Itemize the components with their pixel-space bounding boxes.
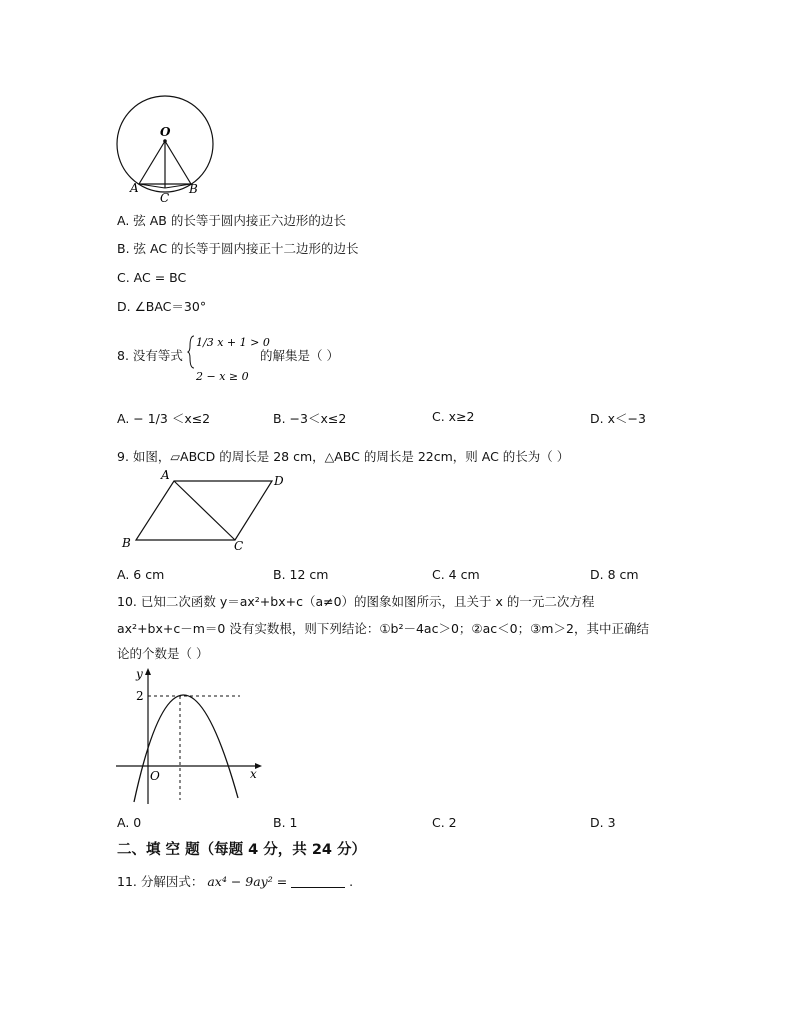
q10-option-a: A. 0 <box>117 815 142 830</box>
radius-oa <box>139 141 165 184</box>
q7-option-d: D. ∠BAC＝30° <box>117 299 207 314</box>
q10-option-c: C. 2 <box>432 815 457 830</box>
label-o: O <box>160 125 171 139</box>
q8-option-d: D. x＜−3 <box>590 411 646 426</box>
diagonal-ac <box>174 481 235 540</box>
label-b: B <box>122 536 131 550</box>
q10-option-b: B. 1 <box>273 815 298 830</box>
q7-circle-figure <box>108 88 220 206</box>
q8-option-c: C. x≥2 <box>432 409 475 424</box>
q9-option-d: D. 8 cm <box>590 567 639 582</box>
system-line-1: 1/3 x + 1 > 0 <box>196 336 270 349</box>
q10-option-d: D. 3 <box>590 815 616 830</box>
q11-suffix: . <box>349 874 354 889</box>
q8-option-a: A. − 1/3 ＜x≤2 <box>117 411 211 426</box>
label-a: A <box>130 181 139 195</box>
label-y: y <box>136 667 143 681</box>
q9-option-a: A. 6 cm <box>117 567 165 582</box>
q11-prefix: 11. 分解因式： <box>117 874 204 889</box>
label-c: C <box>160 191 170 205</box>
system-brace <box>188 336 194 368</box>
label-o: O <box>150 769 160 783</box>
section-heading: 二、填 空 题（每题 4 分，共 24 分） <box>117 842 367 858</box>
q9-option-b: B. 12 cm <box>273 567 329 582</box>
label-d: D <box>274 474 284 488</box>
label-b: B <box>189 182 198 196</box>
label-2: 2 <box>136 689 144 703</box>
q9-parallelogram-figure <box>118 468 293 552</box>
q8-option-b: B. −3＜x≤2 <box>273 411 347 426</box>
q7-option-b: B. 弦 AC 的长等于圆内接正十二边形的边长 <box>117 241 359 256</box>
q10-line-2: ax²+bx+c－m＝0 没有实数根，则下列结论：①b²－4ac＞0；②ac＜0；③m＞2，其中正确结 <box>117 621 649 636</box>
q9-option-c: C. 4 cm <box>432 567 480 582</box>
q7-option-a: A. 弦 AB 的长等于圆内接正六边形的边长 <box>117 213 346 228</box>
q8-suffix: 的解集是（ ） <box>260 348 339 363</box>
q8-inequality-system <box>188 322 270 386</box>
q10-line-1: 10. 已知二次函数 y＝ax²+bx+c（a≠0）的图象如图所示，且关于 x 的一元二次方程 <box>117 594 595 609</box>
parabola-curve <box>134 695 238 802</box>
q10-line-3: 论的个数是（ ） <box>117 646 209 661</box>
q11-expression: ax⁴ − 9ay² = <box>207 874 288 889</box>
center-dot <box>163 139 167 143</box>
system-line-2: 2 − x ≥ 0 <box>196 370 249 383</box>
radius-ob <box>165 141 191 184</box>
label-a: A <box>161 468 170 482</box>
q11-line <box>117 872 353 890</box>
q11-answer-blank[interactable] <box>291 875 345 888</box>
q10-parabola-figure <box>112 660 272 808</box>
q7-option-c: C. AC = BC <box>117 270 187 285</box>
q8-prefix: 8. 没有等式 <box>117 348 183 363</box>
q9-stem: 9. 如图，▱ABCD 的周长是 28 cm，△ABC 的周长是 22cm，则 AC 的长为（ ） <box>117 449 570 464</box>
label-x: x <box>250 767 257 781</box>
label-c: C <box>234 539 244 553</box>
y-axis-arrow <box>145 668 151 675</box>
